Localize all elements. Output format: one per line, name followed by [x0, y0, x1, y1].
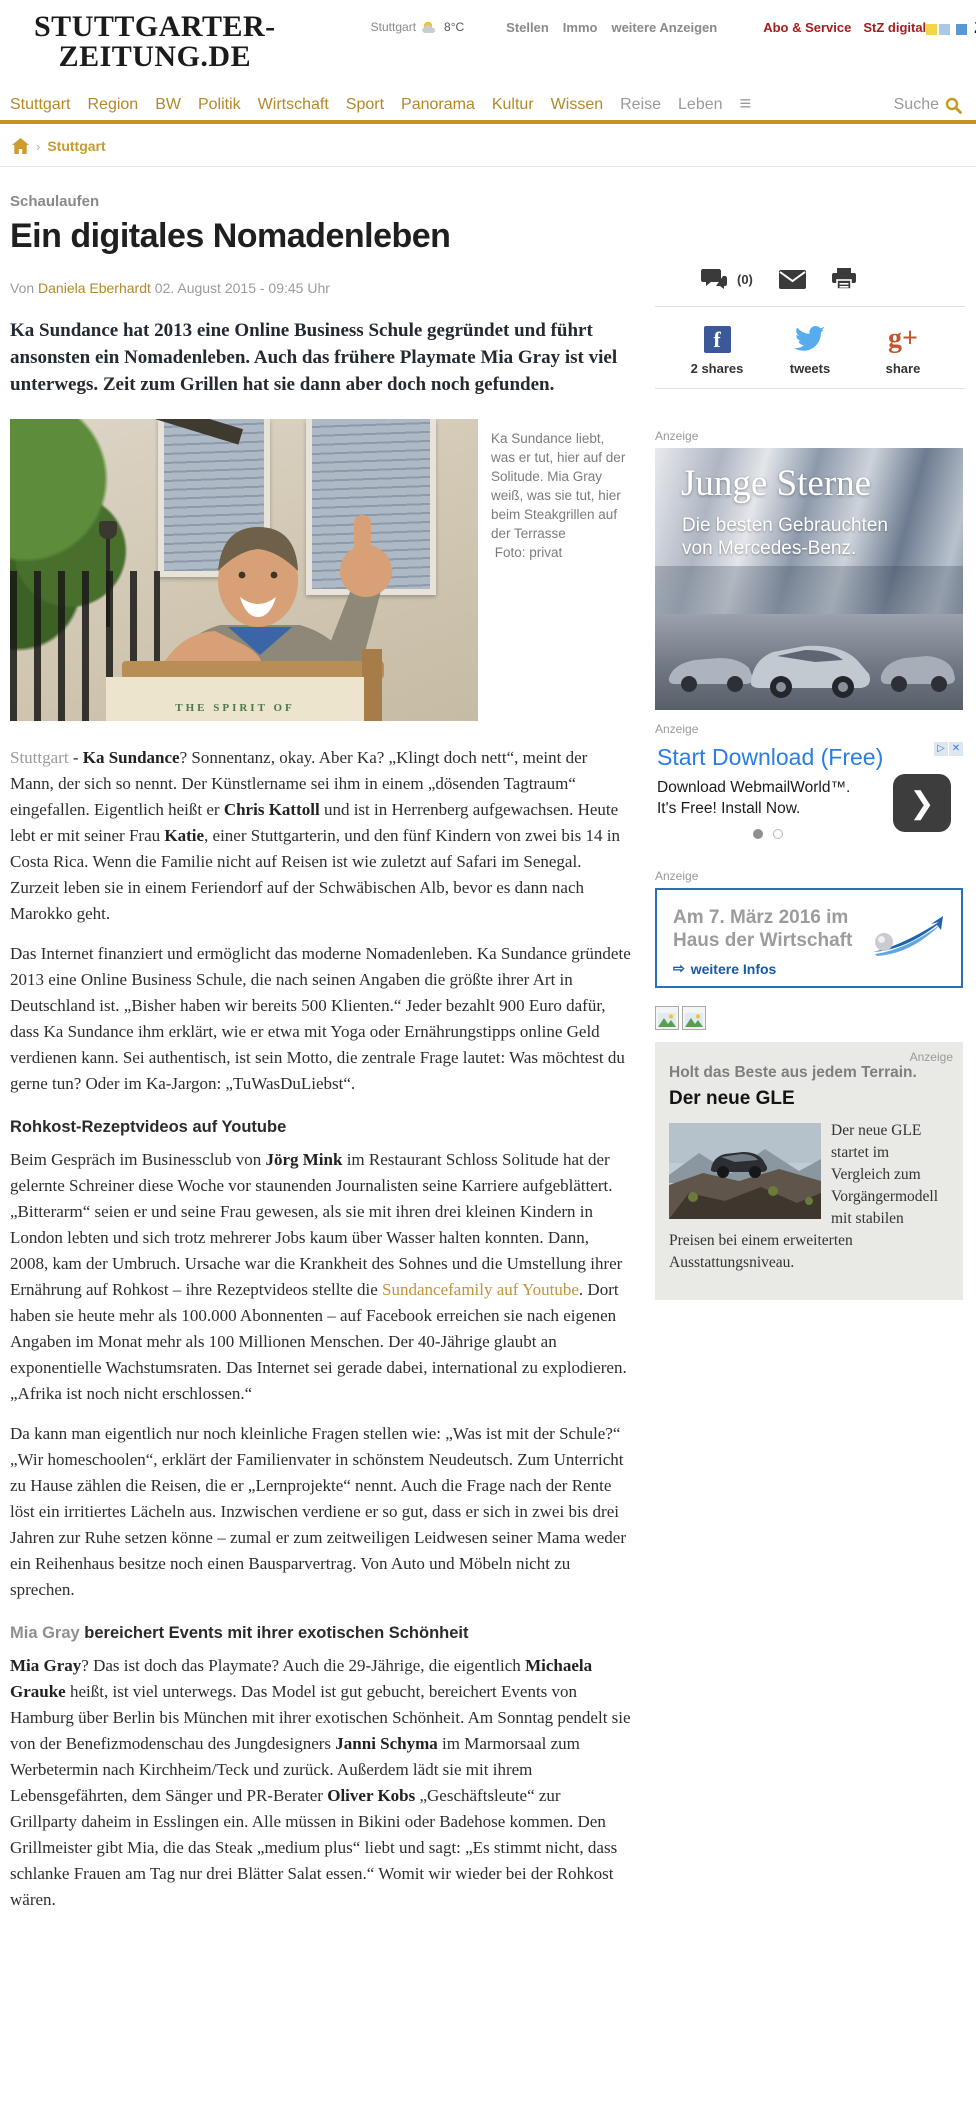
email-icon[interactable]	[779, 270, 806, 289]
facebook-share-label: 2 shares	[690, 361, 744, 376]
ad-gle-image[interactable]	[669, 1123, 821, 1219]
top-links-red	[763, 20, 926, 35]
article-subhead-1: Rohkost-Rezeptvideos auf Youtube	[10, 1118, 287, 1136]
byline-date: 02. August 2015 - 09:45 Uhr	[150, 280, 330, 296]
logo-line2: ZEITUNG.DE	[58, 40, 252, 73]
ad-webmail-headline[interactable]: Start Download (Free)	[657, 744, 884, 770]
facebook-icon: f	[704, 326, 731, 353]
nav-item-panorama[interactable]: Panorama	[401, 96, 475, 113]
ad-gle-tagline: Holt das Beste aus jedem Terrain.	[669, 1064, 917, 1081]
search-label: Suche	[893, 96, 939, 113]
adchoices-controls	[934, 742, 963, 756]
article-figure	[10, 419, 631, 721]
broken-image-icon[interactable]	[682, 1006, 706, 1030]
carousel-dot-active[interactable]	[753, 829, 763, 839]
comments-icon[interactable]	[701, 268, 727, 290]
twitter-icon	[794, 326, 826, 352]
nav-item-wissen[interactable]: Wissen	[550, 96, 604, 113]
article-lead: Ka Sundance hat 2013 eine Online Business Schule gegründet und führt ansonsten ein Nomadenleben. Auch das frühere Playmate Mia Gray ist viel unterwegs. Zeit zum Grillen hat sie dann aber doch noch gefunden.	[10, 320, 618, 395]
zgs-square-lightblue	[939, 24, 950, 35]
right-rail	[655, 167, 965, 1913]
article-column	[10, 167, 631, 1913]
ad-next-button[interactable]: ❯	[893, 774, 951, 832]
broken-image-icon[interactable]	[655, 1006, 679, 1030]
zgs-brand[interactable]	[926, 20, 976, 38]
ad-gle-headline[interactable]: Der neue GLE	[669, 1088, 795, 1109]
twitter-share-label: tweets	[789, 361, 831, 376]
gplus-share-label: share	[885, 361, 921, 376]
top-link-abo-service[interactable]: Abo & Service	[763, 20, 852, 35]
nav-item-stuttgart[interactable]: Stuttgart	[10, 96, 71, 113]
nav-item-sport[interactable]: Sport	[345, 96, 385, 113]
search-button[interactable]	[894, 96, 962, 114]
ad-webmail-body-line1: Download WebmailWorld™.	[657, 779, 851, 796]
site-logo[interactable]	[34, 12, 276, 72]
top-bar	[0, 0, 976, 90]
comments-count[interactable]: (0)	[737, 271, 753, 287]
top-link-immo[interactable]: Immo	[562, 20, 598, 35]
article-action-icons	[655, 268, 965, 290]
nav-item-reise[interactable]: Reise	[620, 96, 662, 113]
photo-caption-credit: Foto: privat	[491, 545, 563, 560]
ad-webmail-body-line2: It's Free! Install Now.	[657, 800, 801, 817]
gplus-icon: g+	[888, 323, 918, 354]
article-paragraph: Das Internet finanziert und ermöglicht das moderne Nomadenleben. Ka Sundance gründete 2013 eine Online Business Schule, die nach seinen Angaben die größte ihrer Art in Deutschland ist. „Bisher haben wir bereits 500 Klienten.“ Jeder bezahlt 900 Euro dafür, dass Ka Sundance ihm erklärt, wie er etwa mit Yoga oder Ernährungstipps online Geld verdienen kann. Sei authentisch, ist sein Motto, die zentrale Frage lautet: Was möchtest du gerne tun? Oder im Ka-Jargon: „TuWasDuLiebst“.	[10, 944, 631, 1093]
article-title: Ein digitales Nomadenleben	[10, 217, 451, 255]
arrow-right-icon: ⇨	[673, 960, 685, 976]
photo-sign-text-svg: THE SPIRIT OF	[175, 702, 295, 714]
ad-label-2: Anzeige	[655, 722, 699, 736]
gplus-share-button[interactable]	[865, 323, 941, 376]
print-icon[interactable]	[832, 268, 856, 290]
ad-mercedes-sub-line2: von Mercedes-Benz.	[682, 538, 857, 559]
photo-caption-text: Ka Sundance liebt, was er tut, hier auf der Solitude. Mia Gray weiß, was sie tut, hier beim Steakgrillen auf der Terrasse	[491, 431, 626, 541]
ad-gle-body-text: Der neue GLE startet im Vergleich zum Vorgängermodell mit stabilen Preisen bei einem erweiterten Ausstattungsniveau.	[669, 1122, 939, 1271]
article-subhead-2: Mia Gray bereichert Events mit ihrer exotischen Schönheit	[10, 1624, 469, 1642]
zgs-square-blue	[956, 24, 967, 35]
top-link-stellen[interactable]: Stellen	[506, 20, 549, 35]
ad-hdw-cta[interactable]	[673, 960, 961, 977]
adchoices-icon[interactable]: ▷	[934, 742, 948, 756]
top-link-stz-digital[interactable]: StZ digital	[863, 20, 927, 35]
ad-hdw-swoosh-graphic	[871, 916, 947, 958]
ad-webmail-body	[657, 777, 857, 819]
article-paragraph: Mia Gray? Das ist doch das Playmate? Auch die 29-Jährige, die eigentlich Michaela Grauke heißt, ist viel unterwegs. Das Model ist gut gebucht, bereichert Events von Hamburg über Berlin bis München mit ihrer exotischen Schönheit. Am Sonntag pendelt sie von der Benefizmodenschau des Jungdesigners Janni Schyma im Marmorsaal zum Werbetermin nach Kirchheim/Teck und zurück. Außerdem lädt sie mit ihrem Lebensgefährten, dem Sänger und PR-Berater Oliver Kobs „Geschäftsleute“ zur Grillparty daheim in Esslingen ein. Alle müssen in Bikini oder Badehose kommen. Den Grillmeister gibt Mia, die das Steak „medium plus“ liebt und sagt: „Es stimmt nicht, dass schlanke Frauen am Tag nur drei Blätter Salat essen.“ Womit wir wieder bei der Rohkost wären.	[10, 1656, 631, 1909]
carousel-dot-inactive[interactable]	[773, 829, 783, 839]
site-header	[0, 0, 976, 167]
ad-hdw-line1: Am 7. März 2016 im	[673, 907, 849, 928]
content-area	[0, 167, 976, 1913]
breadcrumb	[0, 124, 976, 166]
ad-hdw-cta-label: weitere Infos	[690, 960, 777, 977]
ad-mercedes-cars-illustration	[655, 626, 963, 702]
logo-line1: STUTTGARTER-	[34, 10, 276, 43]
article-byline	[10, 280, 631, 296]
webmail-download-ad[interactable]	[655, 742, 963, 839]
nav-item-region[interactable]: Region	[87, 96, 139, 113]
nav-item-bw[interactable]: BW	[155, 96, 181, 113]
breadcrumb-section[interactable]: Stuttgart	[47, 138, 106, 154]
twitter-share-button[interactable]	[772, 323, 848, 376]
photo-caption	[478, 419, 631, 721]
ad-mercedes-title: Junge Sterne	[681, 463, 872, 504]
breadcrumb-separator: ›	[36, 138, 41, 154]
zgs-square-yellow	[926, 24, 937, 35]
home-icon[interactable]	[12, 138, 29, 154]
ad-mercedes-sub-line1: Die besten Gebrauchten	[682, 515, 888, 536]
article-photo[interactable]	[10, 419, 478, 721]
main-nav	[0, 90, 976, 124]
search-icon	[945, 97, 962, 114]
nav-item-wirtschaft[interactable]: Wirtschaft	[257, 96, 329, 113]
nav-item-kultur[interactable]: Kultur	[491, 96, 534, 113]
ad-label-3: Anzeige	[655, 869, 699, 883]
social-share-box	[655, 306, 965, 389]
article-paragraph: Stuttgart - Ka Sundance? Sonnentanz, okay. Aber Ka? „Klingt doch nett“, meint der Mann, der sich so nennt. Der Künstlername sei ihm in einem „dösenden Tagtraum“ eingefallen. Eigentlich heißt er Chris Kattoll und ist in Herrenberg aufgewachsen. Heute lebt er mit seiner Frau Katie, einer Stuttgarterin, und den fünf Kindern von zwei bis 14 in Costa Rica. Wenn die Familie nicht auf Reisen ist wie zuletzt auf Safari im Senegal. Zurzeit leben sie in einem Feriendorf auf der Schwäbischen Alb, bevor es dann nach Marokko geht.	[10, 748, 620, 923]
ad-label-1: Anzeige	[655, 429, 699, 443]
ad-mercedes-subtitle	[682, 514, 888, 560]
top-links-gray	[506, 20, 717, 35]
byline-prefix: Von	[10, 280, 39, 296]
weather-temp: 8°C	[444, 20, 465, 34]
article-kicker: Schaulaufen	[10, 193, 100, 210]
hamburger-menu-icon[interactable]: ≡	[739, 92, 752, 115]
mercedes-gle-ad[interactable]	[655, 1042, 963, 1300]
ad-hdw-line2: Haus der Wirtschaft	[673, 930, 853, 951]
nav-item-politik[interactable]: Politik	[197, 96, 241, 113]
nav-item-leben[interactable]: Leben	[678, 96, 723, 113]
article-paragraph: Da kann man eigentlich nur noch kleinliche Fragen stellen wie: „Was ist mit der Schule?“ „Wir homeschoolen“, erklärt der Familienvater in schönstem Neudeutsch. Zum Unterricht zu Hause zählen die Reisen, die er „Lernprojekte“ nennt. Auch die Frage nach der Rente löst ein irritiertes Lächeln aus. Inzwischen verdiene er so gut, dass er sich in zwei bis drei Jahren zur Ruhe setzen könne – zumal er zum zeitweiligen Leidwesen seiner Mama weder ein Reihenhaus besitze noch einen Bausparvertrag. Von Auto und Möbeln nicht zu sprechen.	[10, 1424, 627, 1599]
sun-cloud-icon	[421, 20, 439, 34]
mercedes-junge-sterne-ad[interactable]	[655, 448, 963, 710]
top-link-weitere-anzeigen[interactable]: weitere Anzeigen	[611, 20, 718, 35]
weather-city: Stuttgart	[370, 20, 417, 34]
ad-gle-anzeige-label: Anzeige	[909, 1050, 953, 1064]
article-paragraph: Beim Gespräch im Businessclub von Jörg Mink im Restaurant Schloss Solitude hat der gelernte Schreiner diese Woche vor staunenden Journalisten seine Karriere aufgeblättert. „Bitterarm“ seien er und seine Frau gewesen, als sie mit ihren drei kleinen Kindern in London lebten und sich trotz mehrerer Jobs kaum über Wasser halten konnten. Dann, 2008, kam der Umbruch. Ursache war die Krankheit des Sohnes und die Umstellung ihrer Ernährung auf Rohkost – ihre Rezeptvideos stellte die Sundancefamily auf Youtube. Dort haben sie heute mehr als 100.000 Abonnenten – auf Facebook erreichen sie nach eigenen Angaben im Monat mehr als 100 Millionen Menschen. Der 40-Jährige glaubt an exponentielle Wachstumsraten. Das Internet sei gerade dabei, international zu explodieren. „Afrika ist noch nicht erschlossen.“	[10, 1150, 627, 1403]
ad-close-icon[interactable]: ✕	[949, 742, 963, 756]
photo-man-illustration	[10, 419, 478, 721]
ad-gle-content	[669, 1120, 949, 1274]
broken-image-placeholders	[655, 1006, 965, 1030]
byline-author[interactable]: Daniela Eberhardt	[38, 280, 151, 296]
haus-der-wirtschaft-ad[interactable]	[655, 888, 963, 988]
facebook-share-button[interactable]	[679, 323, 755, 376]
weather-widget[interactable]	[371, 20, 465, 34]
